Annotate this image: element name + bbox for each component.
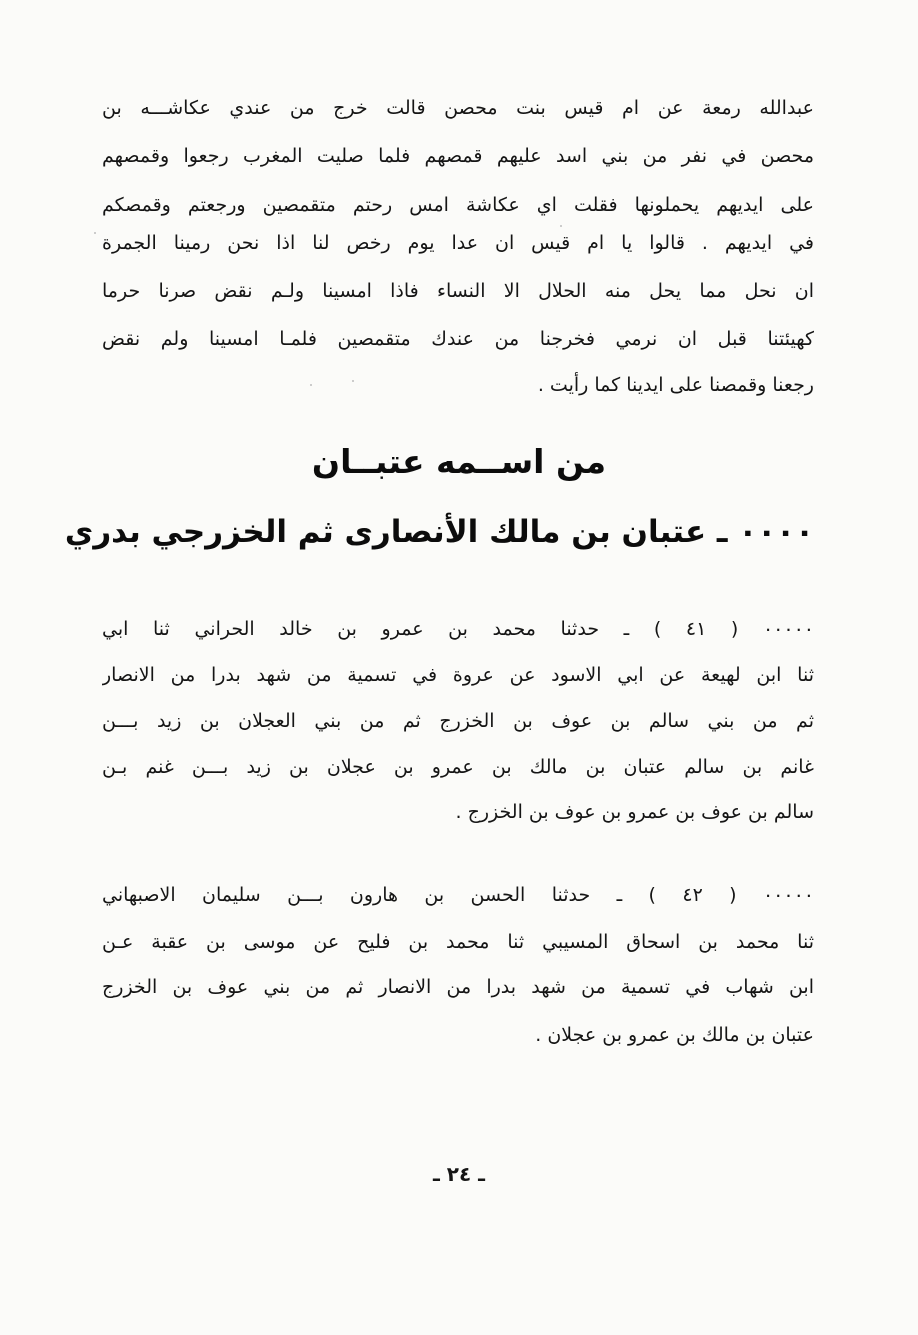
page-number: ـ ٢٤ ـ <box>432 1162 486 1186</box>
text-line: ان نحل مما يحل منه الحلال الا النساء فاذا امسينا ولـم نقض صرنا حرما <box>102 280 814 302</box>
text-line: ابن شهاب في تسمية من شهد بدرا من الانصار ثم من بني عوف بن الخزرج <box>102 976 814 998</box>
text-line: ثنا ابن لهيعة عن ابي الاسود عن عروة في تسمية من شهد بدرا من الانصار <box>102 664 814 686</box>
text-line: غانم بن سالم عتبان بن مالك بن عمرو بن عجلان بن زيد بـــن غنم بـن <box>102 756 814 778</box>
entry-title: ٠٠٠٠ ـ عتبان بن مالك الأنصارى ثم الخزرجي بدري <box>64 514 814 550</box>
text-line: رجعنا وقمصنا على ايدينا كما رأيت . <box>537 374 814 396</box>
scan-speck <box>310 384 312 386</box>
section-title: من اســمه عتبــان <box>311 442 607 481</box>
text-line: كهيئتنا قبل ان نرمي فخرجنا من عندك متقمصين فلمـا امسينا ولم نقض <box>102 328 814 350</box>
text-line: عتبان بن مالك بن عمرو بن عجلان . <box>535 1024 814 1046</box>
scan-speck <box>560 225 562 227</box>
text-line: ٠٠٠٠٠ ( ٤١ ) ـ حدثنا محمد بن عمرو بن خالد الحراني ثنا ابي <box>102 618 814 640</box>
text-line: ثنا محمد بن اسحاق المسيبي ثنا محمد بن فليح عن موسى بن عقبة عـن <box>102 931 814 953</box>
text-line: في ايديهم . قالوا يا ام قيس ان عدا يوم رخص لنا اذا نحن رمينا الجمرة <box>102 232 814 254</box>
text-line: ثم من بني سالم بن عوف بن الخزرج ثم من بني العجلان بن زيد بـــن <box>102 710 814 732</box>
text-line: محصن في نفر من بني اسد عليهم قمصهم فلما صليت المغرب رجعوا وقمصهم <box>102 145 814 167</box>
scan-speck <box>94 232 96 234</box>
text-line: على ايديهم يحملونها فقلت اي عكاشة امس رحتم متقمصين ورجعتم وقمصكم <box>102 194 814 216</box>
scan-speck <box>352 380 354 382</box>
text-line: ٠٠٠٠٠ ( ٤٢ ) ـ حدثنا الحسن بن هارون بـــن سليمان الاصبهاني <box>102 884 814 906</box>
text-line: عبدالله رمعة عن ام قيس بنت محصن قالت خرج من عندي عكاشـــه بن <box>102 97 814 119</box>
text-line: سالم بن عوف بن عمرو بن عوف بن الخزرج . <box>455 801 814 823</box>
